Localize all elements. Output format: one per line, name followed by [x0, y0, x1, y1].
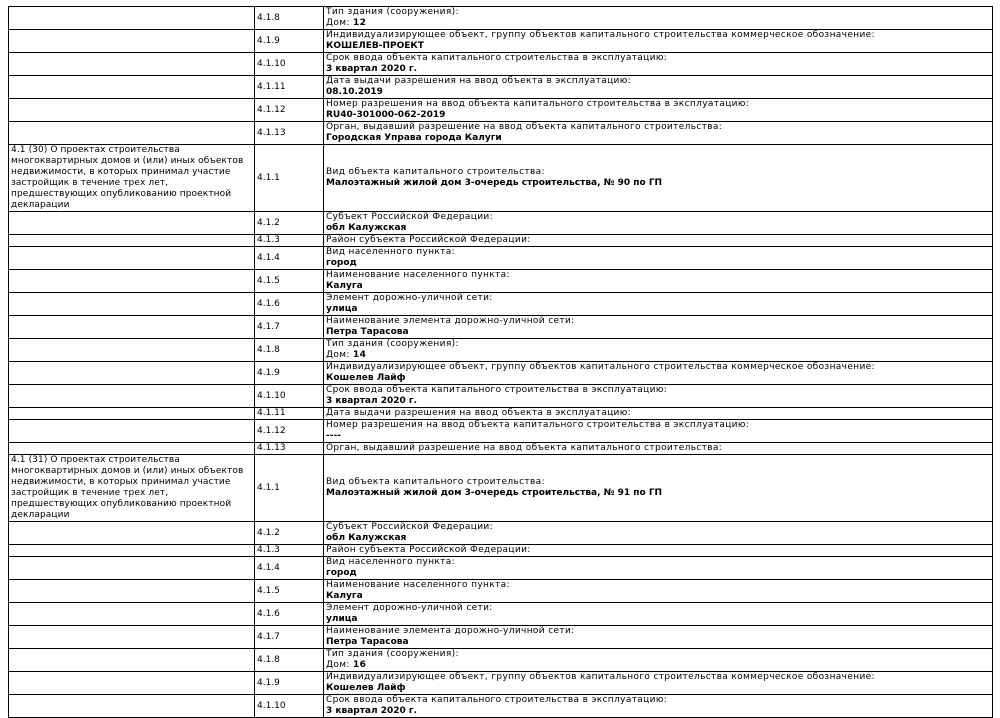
item-content-cell — [324, 99, 993, 122]
item-content-cell — [324, 122, 993, 145]
item-content-cell — [324, 695, 993, 718]
table-row — [9, 339, 993, 362]
section-title-cell — [9, 270, 255, 293]
field-label: Срок ввода объекта капитального строительства в эксплуатацию: — [326, 695, 668, 705]
item-code-cell: 4.1.7 — [255, 316, 324, 339]
section-title-cell — [9, 672, 255, 695]
item-content-cell — [324, 545, 993, 557]
item-code-cell: 4.1.5 — [255, 580, 324, 603]
field-value: обл Калужская — [326, 223, 407, 233]
field-label: Тип здания (сооружения): — [326, 649, 459, 659]
item-code-cell: 4.1.6 — [255, 603, 324, 626]
field-value: 3 квартал 2020 г. — [326, 396, 418, 406]
item-content-cell — [324, 76, 993, 99]
field-label: Номер разрешения на ввод объекта капитального строительства в эксплуатацию: — [326, 420, 750, 430]
field-label: Наименование элемента дорожно-уличной сети: — [326, 626, 575, 636]
field-value: КОШЕЛЕВ-ПРОЕКТ — [326, 41, 424, 51]
item-content-cell — [324, 420, 993, 443]
section-title-cell: 4.1 (30) О проектах строительства многоквартирных домов и (или) иных объектов недвижимости, в которых принимал участие застройщик в течение трех лет, предшествующих опубликованию проектной декларации — [9, 145, 255, 212]
section-title-cell — [9, 443, 255, 455]
building-number-value: 14 — [352, 350, 367, 360]
item-code-cell: 4.1.8 — [255, 339, 324, 362]
field-value: Малоэтажный жилой дом 3-очередь строительства, № 91 по ГП — [326, 488, 663, 498]
item-content-cell — [324, 649, 993, 672]
building-number-prefix: Дом: — [326, 350, 350, 360]
item-content-cell — [324, 557, 993, 580]
table-row — [9, 145, 993, 212]
item-content-cell — [324, 626, 993, 649]
item-content-cell — [324, 212, 993, 235]
item-content-cell — [324, 247, 993, 270]
item-code-cell: 4.1.10 — [255, 53, 324, 76]
item-code-cell: 4.1.8 — [255, 7, 324, 30]
building-number-value: 12 — [352, 18, 367, 28]
item-content-cell — [324, 53, 993, 76]
section-title-cell — [9, 316, 255, 339]
field-label: Орган, выдавший разрешение на ввод объекта капитального строительства: — [326, 443, 723, 453]
section-title-cell — [9, 362, 255, 385]
item-content-cell — [324, 443, 993, 455]
item-code-cell: 4.1.3 — [255, 545, 324, 557]
field-label: Наименование населенного пункта: — [326, 270, 510, 280]
field-label: Элемент дорожно-уличной сети: — [326, 603, 493, 613]
item-content-cell — [324, 385, 993, 408]
field-label: Дата выдачи разрешения на ввод объекта в эксплуатацию: — [326, 76, 632, 86]
item-content-cell — [324, 603, 993, 626]
table-row — [9, 235, 993, 247]
building-number-value: 16 — [352, 660, 367, 670]
table-row — [9, 99, 993, 122]
item-content-cell — [324, 672, 993, 695]
item-content-cell — [324, 270, 993, 293]
item-code-cell: 4.1.3 — [255, 235, 324, 247]
item-code-cell: 4.1.6 — [255, 293, 324, 316]
table-row — [9, 695, 993, 718]
field-label: Вид объекта капитального строительства: — [326, 477, 545, 487]
section-title-cell — [9, 76, 255, 99]
item-content-cell — [324, 408, 993, 420]
item-content-cell — [324, 30, 993, 53]
item-code-cell: 4.1.10 — [255, 385, 324, 408]
item-code-cell: 4.1.7 — [255, 626, 324, 649]
item-code-cell: 4.1.1 — [255, 145, 324, 212]
section-title-cell — [9, 212, 255, 235]
table-row — [9, 626, 993, 649]
table-row — [9, 7, 993, 30]
field-label: Срок ввода объекта капитального строительства в эксплуатацию: — [326, 385, 668, 395]
section-title-cell — [9, 695, 255, 718]
field-label: Индивидуализирующее объект, группу объектов капитального строительства коммерческое обозначение: — [326, 30, 875, 40]
table-row — [9, 293, 993, 316]
section-title-cell — [9, 408, 255, 420]
field-value: обл Калужская — [326, 533, 407, 543]
item-code-cell: 4.1.4 — [255, 557, 324, 580]
building-number-prefix: Дом: — [326, 660, 350, 670]
item-code-cell: 4.1.9 — [255, 672, 324, 695]
section-title-cell — [9, 649, 255, 672]
field-value: Петра Тарасова — [326, 327, 409, 337]
item-content-cell — [324, 235, 993, 247]
table-row — [9, 672, 993, 695]
building-number-line — [326, 660, 990, 671]
item-code-cell: 4.1.2 — [255, 522, 324, 545]
item-code-cell: 4.1.2 — [255, 212, 324, 235]
table-row — [9, 122, 993, 145]
field-label: Срок ввода объекта капитального строительства в эксплуатацию: — [326, 53, 668, 63]
table-row — [9, 455, 993, 522]
field-value: улица — [326, 614, 358, 624]
table-row — [9, 270, 993, 293]
item-code-cell: 4.1.9 — [255, 362, 324, 385]
field-label: Элемент дорожно-уличной сети: — [326, 293, 493, 303]
field-value: 3 квартал 2020 г. — [326, 706, 418, 716]
section-title-cell — [9, 122, 255, 145]
section-title-cell — [9, 30, 255, 53]
item-content-cell — [324, 455, 993, 522]
item-code-cell: 4.1.11 — [255, 76, 324, 99]
table-row — [9, 76, 993, 99]
section-title-cell — [9, 235, 255, 247]
field-value: Калуга — [326, 591, 363, 601]
field-label: Индивидуализирующее объект, группу объектов капитального строительства коммерческое обозначение: — [326, 672, 875, 682]
section-title-cell — [9, 99, 255, 122]
field-label: Орган, выдавший разрешение на ввод объекта капитального строительства: — [326, 122, 723, 132]
field-value: 3 квартал 2020 г. — [326, 64, 418, 74]
table-row — [9, 53, 993, 76]
field-value: RU40-301000-062-2019 — [326, 110, 446, 120]
field-value: Городская Управа города Калуги — [326, 133, 502, 143]
item-code-cell: 4.1.12 — [255, 420, 324, 443]
table-row — [9, 408, 993, 420]
item-code-cell: 4.1.5 — [255, 270, 324, 293]
item-code-cell: 4.1.1 — [255, 455, 324, 522]
table-row — [9, 603, 993, 626]
item-content-cell — [324, 362, 993, 385]
field-label: Вид населенного пункта: — [326, 247, 456, 257]
item-code-cell: 4.1.8 — [255, 649, 324, 672]
field-label: Тип здания (сооружения): — [326, 339, 459, 349]
section-title-cell — [9, 626, 255, 649]
field-label: Индивидуализирующее объект, группу объектов капитального строительства коммерческое обозначение: — [326, 362, 875, 372]
section-title-cell — [9, 247, 255, 270]
table-row — [9, 580, 993, 603]
item-code-cell: 4.1.4 — [255, 247, 324, 270]
item-content-cell — [324, 293, 993, 316]
table-row — [9, 522, 993, 545]
item-content-cell — [324, 580, 993, 603]
field-value: 08.10.2019 — [326, 87, 383, 97]
field-value: Калуга — [326, 281, 363, 291]
field-value: город — [326, 258, 357, 268]
section-title-cell — [9, 545, 255, 557]
building-number-prefix: Дом: — [326, 18, 350, 28]
section-title-cell — [9, 7, 255, 30]
field-label: Вид населенного пункта: — [326, 557, 456, 567]
item-code-cell: 4.1.11 — [255, 408, 324, 420]
declaration-table — [8, 6, 993, 718]
field-label: Наименование населенного пункта: — [326, 580, 510, 590]
field-label: Район субъекта Российской Федерации: — [326, 235, 531, 245]
field-label: Субъект Российской Федерации: — [326, 212, 494, 222]
item-content-cell — [324, 316, 993, 339]
field-value: Кошелев Лайф — [326, 683, 406, 693]
table-row — [9, 316, 993, 339]
table-row — [9, 649, 993, 672]
field-label: Тип здания (сооружения): — [326, 7, 459, 17]
section-title-cell: 4.1 (31) О проектах строительства многоквартирных домов и (или) иных объектов недвижимости, в которых принимал участие застройщик в течение трех лет, предшествующих опубликованию проектной декларации — [9, 455, 255, 522]
field-value: улица — [326, 304, 358, 314]
section-title-cell — [9, 293, 255, 316]
field-label: Дата выдачи разрешения на ввод объекта в эксплуатацию: — [326, 408, 632, 418]
table-row — [9, 385, 993, 408]
section-title-cell — [9, 339, 255, 362]
field-label: Субъект Российской Федерации: — [326, 522, 494, 532]
table-row — [9, 545, 993, 557]
item-code-cell: 4.1.13 — [255, 122, 324, 145]
building-number-line — [326, 18, 990, 29]
field-label: Наименование элемента дорожно-уличной сети: — [326, 316, 575, 326]
section-title-cell — [9, 522, 255, 545]
table-row — [9, 247, 993, 270]
item-code-cell: 4.1.13 — [255, 443, 324, 455]
table-row — [9, 362, 993, 385]
item-content-cell — [324, 339, 993, 362]
field-value: Малоэтажный жилой дом 3-очередь строительства, № 90 по ГП — [326, 178, 663, 188]
item-content-cell — [324, 145, 993, 212]
section-title-cell — [9, 580, 255, 603]
table-row — [9, 420, 993, 443]
section-title-cell — [9, 603, 255, 626]
item-code-cell: 4.1.9 — [255, 30, 324, 53]
table-row — [9, 30, 993, 53]
section-title-cell — [9, 557, 255, 580]
field-value: город — [326, 568, 357, 578]
field-value: Петра Тарасова — [326, 637, 409, 647]
item-content-cell — [324, 7, 993, 30]
section-title-cell — [9, 420, 255, 443]
table-row — [9, 443, 993, 455]
field-label: Район субъекта Российской Федерации: — [326, 545, 531, 555]
section-title-cell — [9, 53, 255, 76]
field-value: ---- — [326, 431, 341, 441]
item-code-cell: 4.1.10 — [255, 695, 324, 718]
table-row — [9, 557, 993, 580]
field-value: Кошелев Лайф — [326, 373, 406, 383]
building-number-line — [326, 350, 990, 361]
field-label: Номер разрешения на ввод объекта капитального строительства в эксплуатацию: — [326, 99, 750, 109]
table-row — [9, 212, 993, 235]
field-label: Вид объекта капитального строительства: — [326, 167, 545, 177]
section-title-cell — [9, 385, 255, 408]
declaration-table-body — [9, 7, 993, 718]
item-content-cell — [324, 522, 993, 545]
item-code-cell: 4.1.12 — [255, 99, 324, 122]
